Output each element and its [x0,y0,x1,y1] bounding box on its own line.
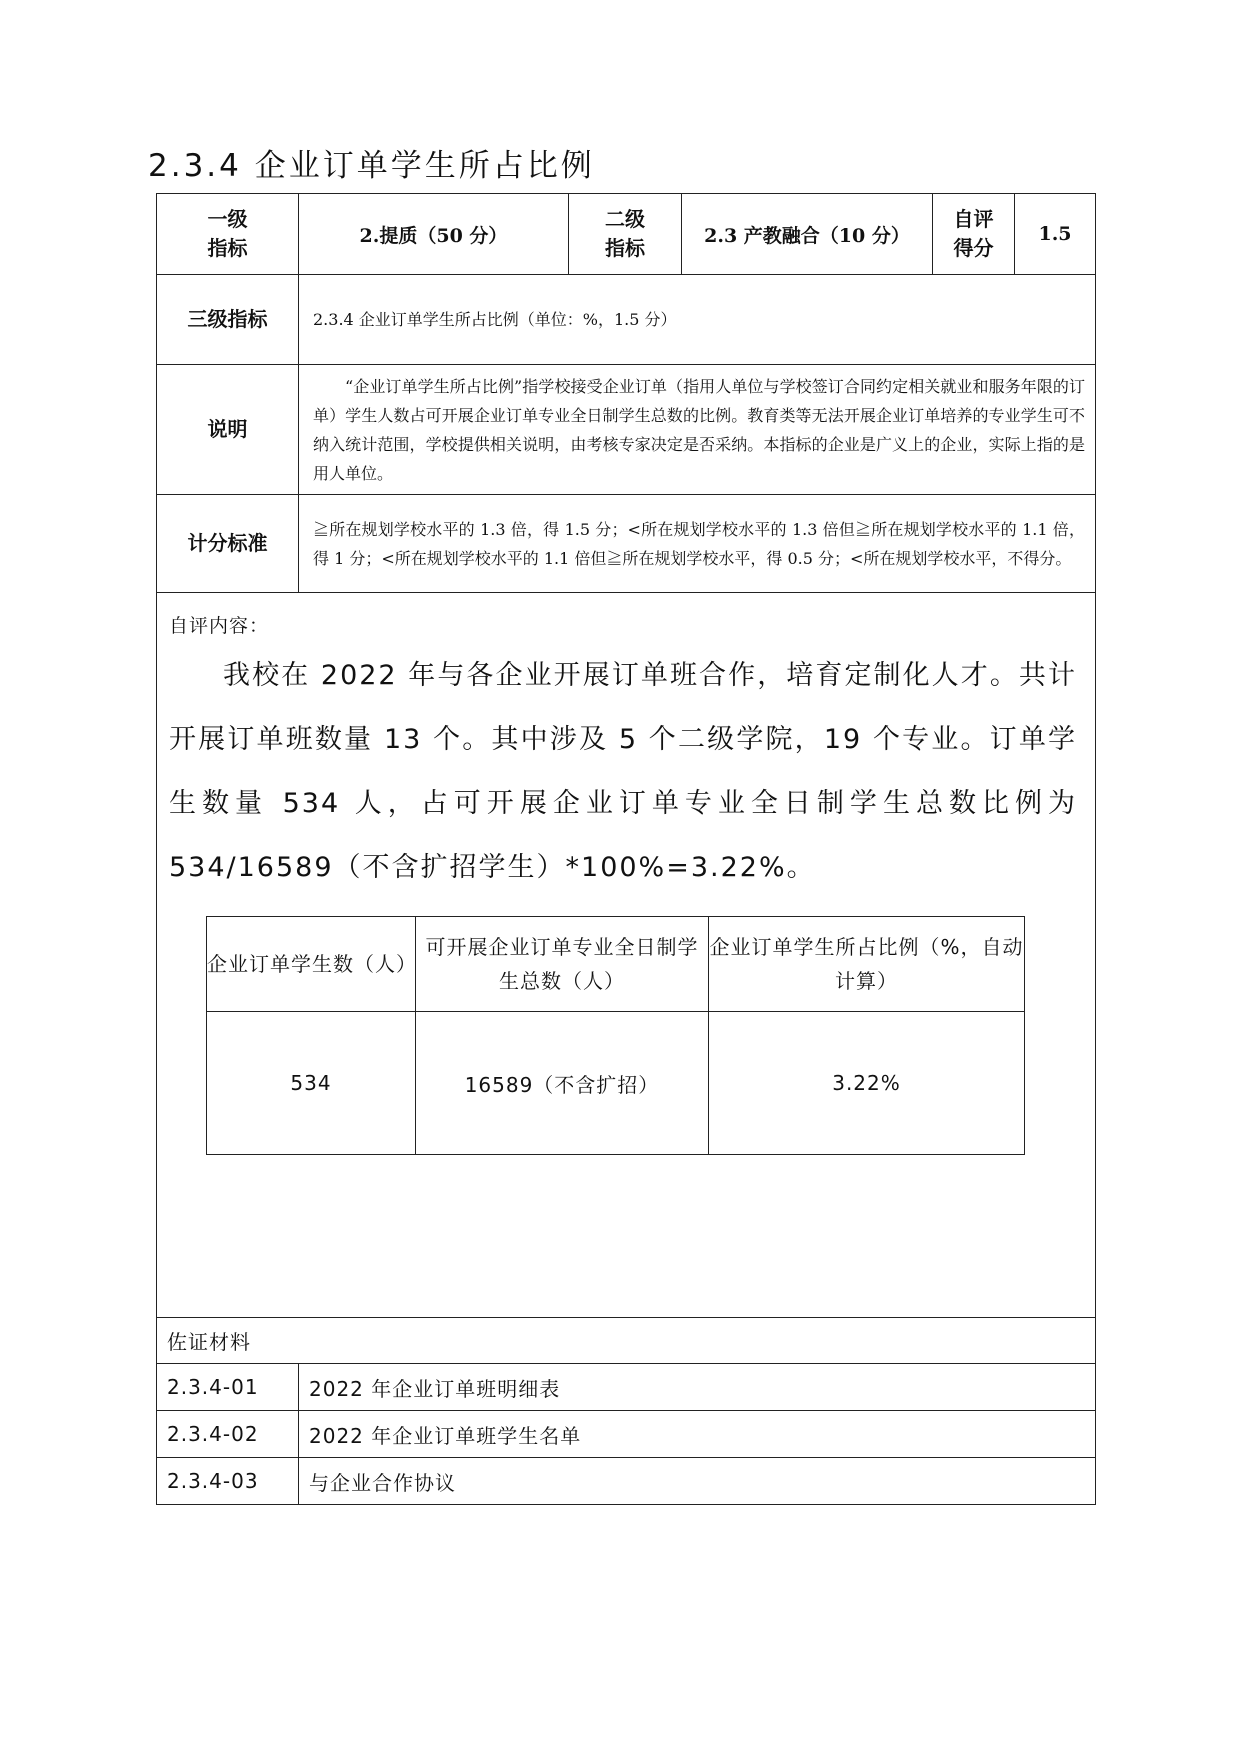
evidence-name: 与企业合作协议 [299,1458,1096,1505]
header-row [157,194,1096,275]
level3-value: 2.3.4 企业订单学生所占比例（单位：%，1.5 分） [299,275,1096,365]
self-eval-cell [157,593,1096,1318]
level2-label-line1: 二级 [605,207,645,231]
evidence-code: 2.3.4-01 [157,1364,299,1411]
scoring-label: 计分标准 [157,495,299,593]
ratio-table [206,916,1025,1155]
self-eval-row [157,593,1096,1318]
ratio-value-ratio: 3.22% [709,1012,1025,1155]
self-score-label-line2: 得分 [953,236,994,260]
evidence-header-row [157,1318,1096,1364]
evidence-row [157,1458,1096,1505]
ratio-header-ratio: 企业订单学生所占比例（%，自动计算） [709,917,1025,1012]
self-score-label-line1: 自评 [953,207,994,231]
level3-label: 三级指标 [157,275,299,365]
self-score-value: 1.5 [1015,194,1096,275]
explain-value: “企业订单学生所占比例”指学校接受企业订单（指用人单位与学校签订合同约定相关就业和服务年限的订单）学生人数占可开展企业订单专业全日制学生总数的比例。教育类等无法开展企业订单培养的专业学生可不纳入统计范围，学校提供相关说明，由考核专家决定是否采纳。本指标的企业是广义上的企业，实际上指的是用人单位。 [299,365,1096,495]
level2-value: 2.3 产教融合（10 分） [682,194,933,275]
evidence-row [157,1411,1096,1458]
evidence-name: 2022 年企业订单班学生名单 [299,1411,1096,1458]
level2-label-line2: 指标 [605,236,645,260]
evidence-code: 2.3.4-02 [157,1411,299,1458]
self-eval-label: 自评内容： [169,615,270,637]
ratio-table-value-row [207,1012,1025,1155]
ratio-header-students: 企业订单学生数（人） [207,917,416,1012]
evidence-name: 2022 年企业订单班明细表 [299,1364,1096,1411]
self-eval-text: 我校在 2022 年与各企业开展订单班合作，培育定制化人才。共计开展订单班数量 13 个。其中涉及 5 个二级学院，19 个专业。订单学生数量 534 人，占可开展企业订单专业全日制学生总数比例为 534/16589（不含扩招学生）*100%=3.22%。 [169,660,1077,883]
evidence-label: 佐证材料 [157,1318,1096,1364]
self-score-label-cell [933,194,1015,275]
level2-label-cell [569,194,682,275]
level3-row [157,275,1096,365]
ratio-value-students: 534 [207,1012,416,1155]
explain-row [157,365,1096,495]
level1-label-line2: 指标 [207,236,248,260]
page-title: 2.3.4 企业订单学生所占比例 [148,148,595,184]
ratio-table-header-row [207,917,1025,1012]
evidence-code: 2.3.4-03 [157,1458,299,1505]
evidence-row [157,1364,1096,1411]
level1-label-cell [157,194,299,275]
level1-value: 2.提质（50 分） [299,194,569,275]
scoring-value: ≧所在规划学校水平的 1.3 倍，得 1.5 分；<所在规划学校水平的 1.3 倍但≧所在规划学校水平的 1.1 倍，得 1 分；<所在规划学校水平的 1.1 倍但≧所在规划学校水平，得 0.5 分；<所在规划学校水平，不得分。 [299,495,1096,593]
ratio-value-total: 16589（不含扩招） [416,1012,709,1155]
indicator-table [156,193,1096,1505]
explain-label: 说明 [157,365,299,495]
ratio-header-total: 可开展企业订单专业全日制学生总数（人） [416,917,709,1012]
scoring-row [157,495,1096,593]
level1-label-line1: 一级 [207,207,248,231]
